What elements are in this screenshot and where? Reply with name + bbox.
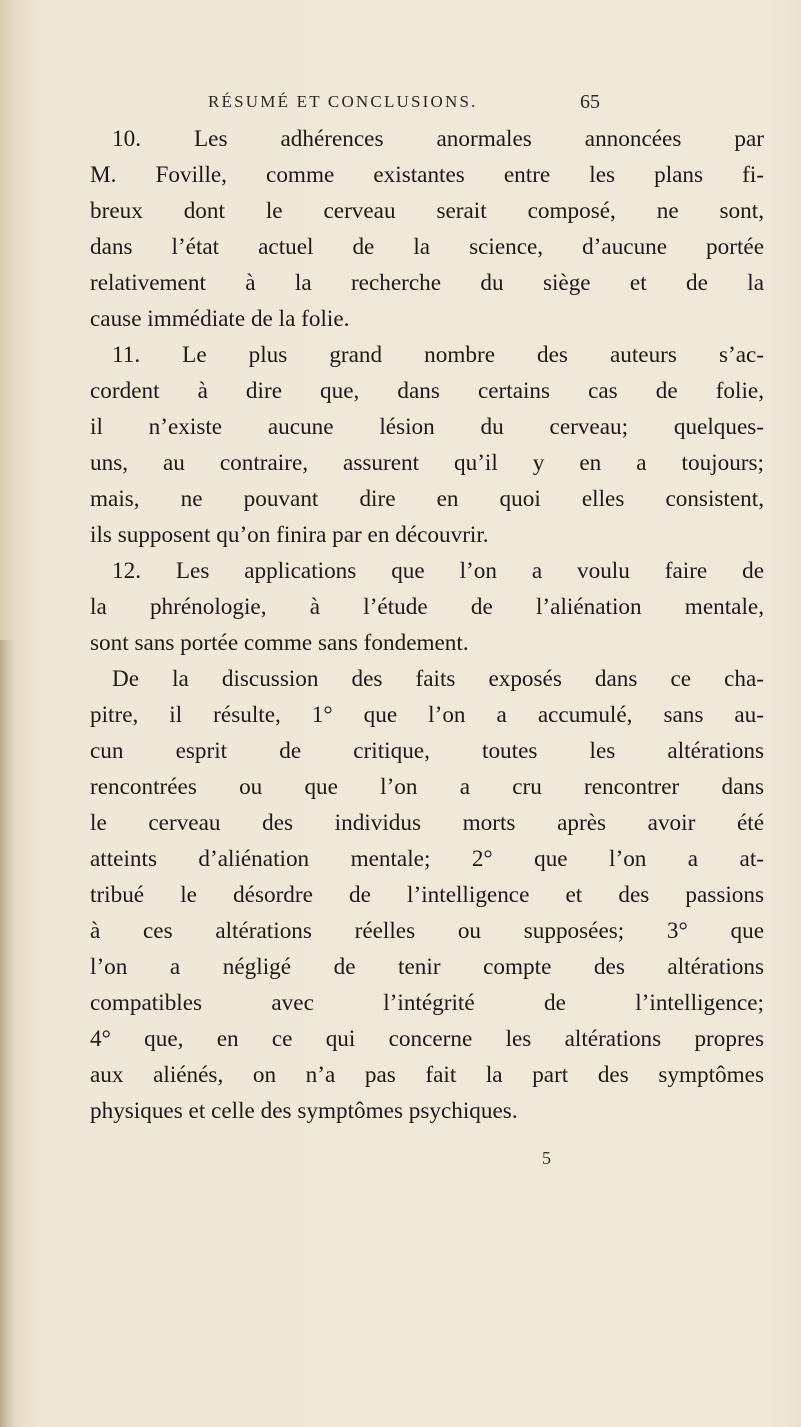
- page-gutter-shadow: [0, 640, 14, 1427]
- text-line: la phrénologie, à l’étude de l’aliénation mentale,: [90, 594, 764, 620]
- text-line: compatibles avec l’intégrité de l’intelligence;: [90, 990, 764, 1016]
- text-line: l’on a négligé de tenir compte des altérations: [90, 954, 764, 980]
- text-line: à ces altérations réelles ou supposées; 3° que: [90, 918, 764, 944]
- text-line: 4° que, en ce qui concerne les altérations propres: [90, 1026, 764, 1052]
- text-line: dans l’état actuel de la science, d’aucune portée: [90, 234, 764, 260]
- text-line: relativement à la recherche du siège et de la: [90, 270, 764, 296]
- text-line: rencontrées ou que l’on a cru rencontrer dans: [90, 774, 764, 800]
- text-line: le cerveau des individus morts après avoir été: [90, 810, 764, 836]
- text-line: atteints d’aliénation mentale; 2° que l’on a at-: [90, 846, 764, 872]
- text-line: De la discussion des faits exposés dans ce cha-: [112, 666, 764, 692]
- text-line: 11. Le plus grand nombre des auteurs s’ac-: [112, 342, 764, 368]
- text-line: 10. Les adhérences anormales annoncées par: [112, 126, 764, 152]
- text-line: cause immédiate de la folie.: [90, 306, 350, 332]
- text-line: sont sans portée comme sans fondement.: [90, 630, 469, 656]
- text-line: physiques et celle des symptômes psychiques.: [90, 1098, 518, 1124]
- text-line: tribué le désordre de l’intelligence et des passions: [90, 882, 764, 908]
- running-header: [208, 91, 600, 118]
- text-line: uns, au contraire, assurent qu’il y en a toujours;: [90, 450, 764, 476]
- text-line: il n’existe aucune lésion du cerveau; quelques-: [90, 414, 764, 440]
- text-line: ils supposent qu’on finira par en découvrir.: [90, 522, 489, 548]
- text-line: 12. Les applications que l’on a voulu faire de: [112, 558, 764, 584]
- text-line: pitre, il résulte, 1° que l’on a accumulé, sans au-: [90, 702, 764, 728]
- text-line: M. Foville, comme existantes entre les plans fi-: [90, 162, 764, 188]
- text-line: breux dont le cerveau serait composé, ne sont,: [90, 198, 764, 224]
- text-line: mais, ne pouvant dire en quoi elles consistent,: [90, 486, 764, 512]
- text-line: aux aliénés, on n’a pas fait la part des symptômes: [90, 1062, 764, 1088]
- signature-mark: 5: [542, 1148, 551, 1168]
- text-line: cun esprit de critique, toutes les altérations: [90, 738, 764, 764]
- page-number: 65: [580, 91, 600, 113]
- running-title: RÉSUMÉ ET CONCLUSIONS.: [208, 92, 478, 111]
- text-line: cordent à dire que, dans certains cas de folie,: [90, 378, 764, 404]
